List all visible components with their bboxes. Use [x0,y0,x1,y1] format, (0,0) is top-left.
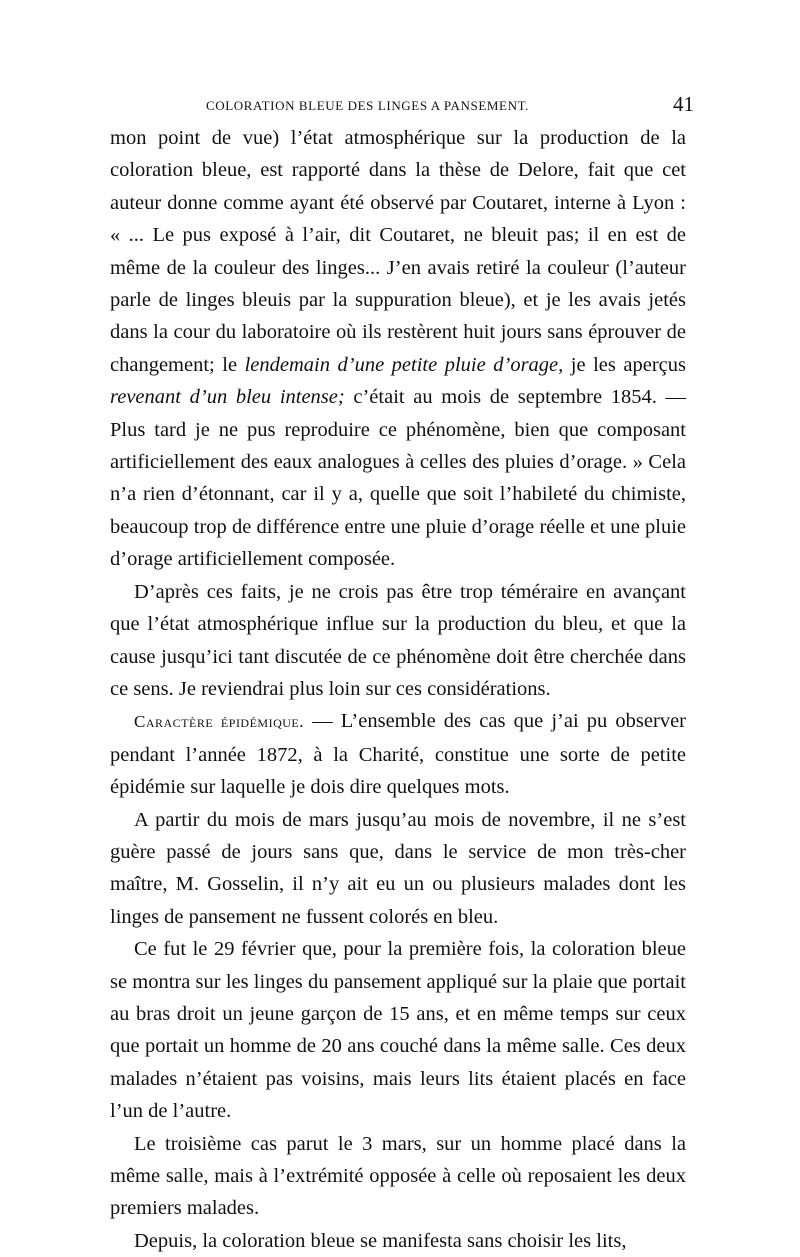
book-page [110,90,694,1257]
paragraph-text: mon point de vue) l’état atmosphérique sur la production de la coloration bleue, est rapporté dans la thèse de Delore, fait que cet auteur donne comme ayant été observé par Coutaret, interne à Lyon : « ... Le pus exposé à l’air, dit Coutaret, ne bleuit pas; il en est de même de la couleur des linges... J’en avais retiré la couleur (l’auteur parle de linges bleuis par la suppuration bleue), et je les avais jetés dans la cour du laboratoire où ils restèrent huit jours sans éprouver de changement; le [110,127,686,376]
running-head [110,90,694,122]
paragraph: Le troisième cas parut le 3 mars, sur un homme placé dans la même salle, mais à l’extrémité opposée à celle où reposaient les deux premiers malades. [110,1132,686,1220]
paragraph-with-heading [110,705,686,803]
italic-phrase: revenant d’un bleu intense; [110,386,345,409]
paragraph: Ce fut le 29 février que, pour la première fois, la coloration bleue se montra sur les linges du pansement appliqué sur la plaie que portait au bras droit un jeune garçon de 15 ans, et en même temps sur ceux que portait un homme de 20 ans couché dans la même salle. Ces deux malades n’étaient pas voisins, mais leurs lits étaient placés en face l’un de l’autre. [110,938,686,1123]
paragraph-text: je les aperçus [563,353,687,376]
italic-phrase: lendemain d’une petite pluie d’orage, [244,353,564,376]
section-run-in-heading: Caractère épidémique. [134,712,305,732]
paragraph-text: — L’ensemble des cas que j’ai pu observer pendant l’année 1872, à la Charité, constitue une sorte de petite épidémie sur laquelle je dois dire quelques mots. [110,710,686,799]
paragraph: Depuis, la coloration bleue se manifesta sans choisir les lits, [134,1229,627,1252]
paragraph-continuation [110,122,686,576]
paragraph: A partir du mois de mars jusqu’au mois de novembre, il ne s’est guère passé de jours sans que, dans le service de mon très-cher maître, M. Gosselin, il n’y ait eu un ou plusieurs malades dont les linges de pansement ne fussent colorés en bleu. [110,808,686,928]
body-text [110,122,686,1257]
paragraph-text: c’était au mois de septembre 1854. — Plus tard je ne pus reproduire ce phénomène, bien que composant artificiellement des eaux analogues à celles des pluies d’orage. » Cela n’a rien d’étonnant, car il y a, quelle que soit l’habileté du chimiste, beaucoup trop de différence entre une pluie d’orage réelle et une pluie d’orage artificiellement composée. [110,386,686,571]
running-title: COLORATION BLEUE DES LINGES A PANSEMENT. [206,98,530,113]
paragraph: D’après ces faits, je ne crois pas être trop téméraire en avançant que l’état atmosphérique influe sur la production du bleu, et que la cause jusqu’ici tant discutée de ce phénomène doit être cherchée dans ce sens. Je reviendrai plus loin sur ces considérations. [110,580,686,700]
page-number: 41 [673,92,694,116]
